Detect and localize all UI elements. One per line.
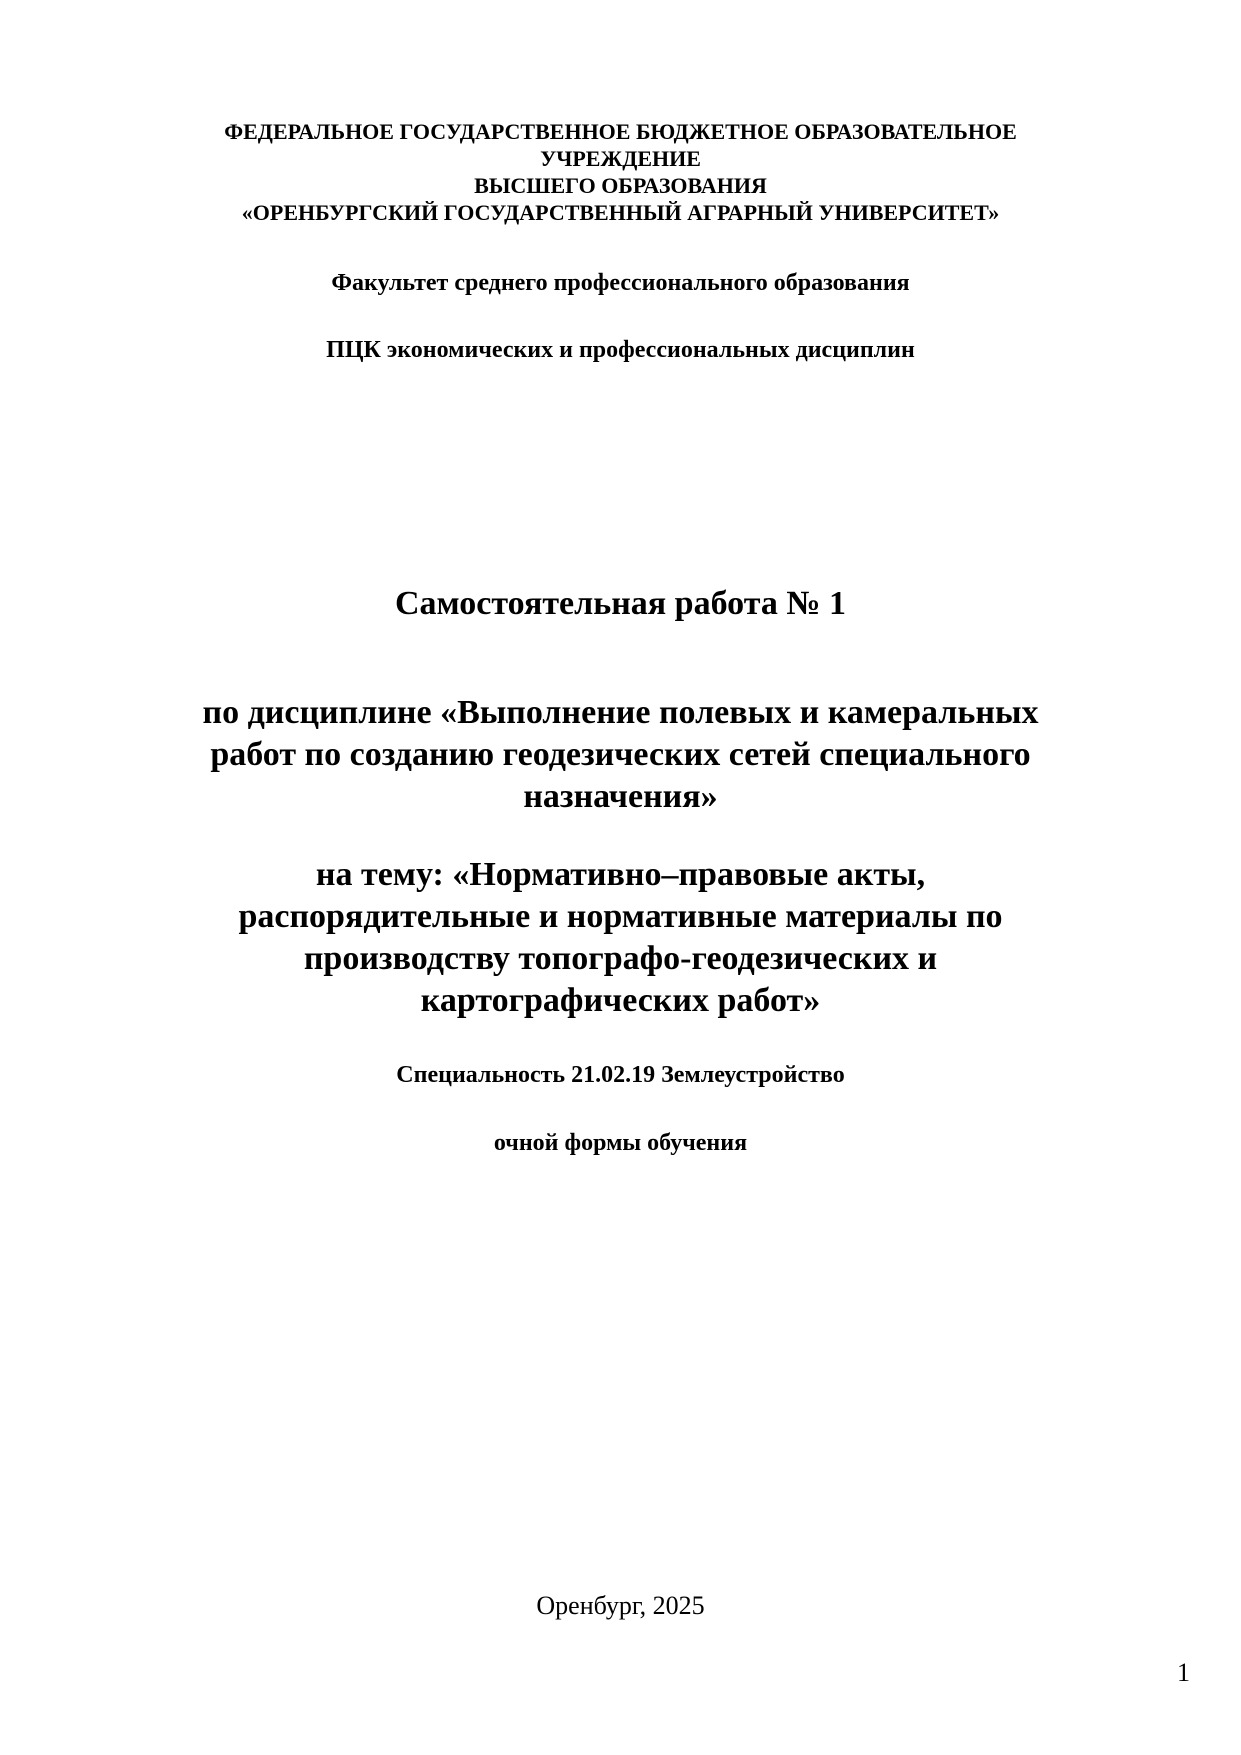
institution-line: УЧРЕЖДЕНИЕ bbox=[540, 146, 701, 171]
topic-line: картографических работ» bbox=[420, 982, 821, 1019]
city-year: Оренбург, 2025 bbox=[536, 1591, 705, 1620]
work-title: Самостоятельная работа № 1 bbox=[395, 585, 846, 622]
specialty: Специальность 21.02.19 Землеустройство bbox=[396, 1062, 845, 1088]
page-number: 1 bbox=[1177, 1658, 1190, 1687]
discipline-line: назначения» bbox=[523, 778, 718, 815]
faculty-name: Факультет среднего профессионального образования bbox=[331, 270, 910, 296]
institution-line: «ОРЕНБУРГСКИЙ ГОСУДАРСТВЕННЫЙ АГРАРНЫЙ УНИВЕРСИТЕТ» bbox=[241, 200, 1000, 225]
institution-line: ФЕДЕРАЛЬНОЕ ГОСУДАРСТВЕННОЕ БЮДЖЕТНОЕ ОБРАЗОВАТЕЛЬНОЕ bbox=[224, 119, 1017, 144]
study-form: очной формы обучения bbox=[493, 1130, 748, 1156]
discipline-line: работ по созданию геодезических сетей специального bbox=[210, 736, 1031, 773]
topic-line: производству топографо-геодезических и bbox=[303, 940, 938, 977]
institution-line: ВЫСШЕГО ОБРАЗОВАНИЯ bbox=[474, 173, 767, 198]
topic-line: распорядительные и нормативные материалы по bbox=[238, 898, 1003, 935]
discipline-block bbox=[140, 692, 1101, 818]
topic-block bbox=[140, 854, 1101, 1022]
institution-header bbox=[140, 118, 1101, 226]
topic-line: на тему: «Нормативно–правовые акты, bbox=[315, 856, 926, 893]
discipline-line: по дисциплине «Выполнение полевых и камеральных bbox=[202, 694, 1039, 731]
pck-name: ПЦК экономических и профессиональных дисциплин bbox=[326, 337, 915, 363]
